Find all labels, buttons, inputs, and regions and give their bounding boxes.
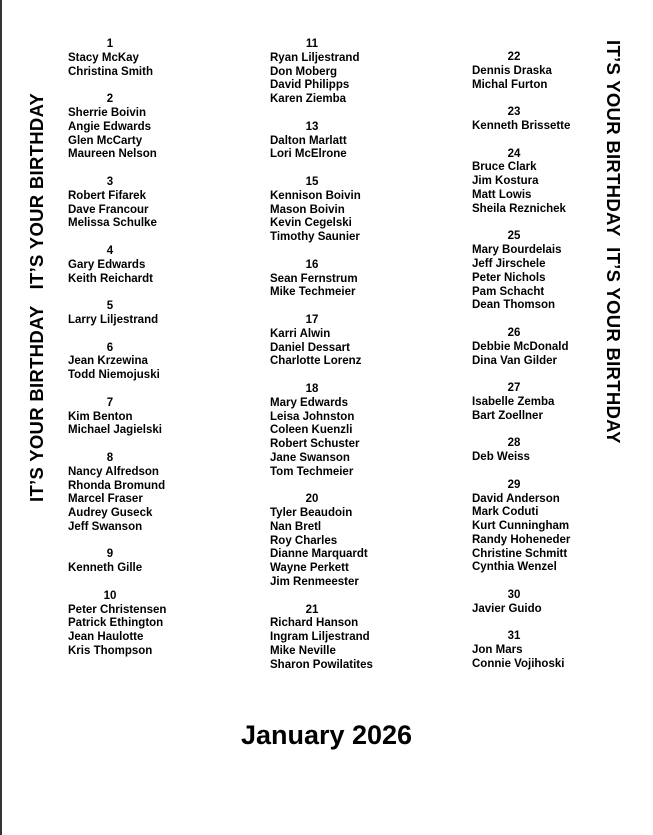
person-name: Audrey Guseck [68,507,153,520]
person-name: Stacy McKay [68,51,139,64]
birthday-group [68,38,258,79]
birthday-column-1 [68,38,258,673]
day-number: 26 [507,326,521,339]
person-name: Jean Krzewina [68,355,148,368]
person-name: Larry Liljestrand [68,313,159,326]
person-name: Sheila Reznichek [472,202,566,215]
person-name: Nan Bretl [270,520,322,533]
person-name: Kris Thompson [68,645,153,658]
birthday-banner-left: IT’S YOUR BIRTHDAY IT’S YOUR BIRTHDAY [26,92,47,502]
person-name: Coleen Kuenzli [270,424,353,437]
day-number: 31 [507,630,521,643]
birthday-group [68,93,258,162]
day-number: 10 [103,589,117,602]
birthday-group [68,342,258,383]
person-name: Jim Renmeester [270,576,359,589]
person-name: Mark Coduti [472,506,539,519]
person-name: Dave Francour [68,203,149,216]
day-number: 11 [305,38,319,50]
person-name: Michael Jagielski [68,424,162,437]
day-number: 9 [106,548,114,561]
person-name: Kennison Boivin [270,189,361,202]
person-name: Christine Schmitt [472,547,568,560]
person-name: Ingram Liljestrand [270,631,370,644]
person-name: Bart Zoellner [472,409,543,422]
day-number: 30 [507,589,521,602]
birthday-group [472,630,653,671]
birthday-banner-right: IT’S YOUR BIRTHDAY IT’S YOUR BIRTHDAY [603,40,624,444]
birthday-group [68,245,258,286]
person-name: Kurt Cunningham [472,520,570,533]
day-number: 8 [106,451,114,464]
birthday-group [270,259,460,300]
person-name: Robert Schuster [270,438,360,451]
person-name: Robert Fifarek [68,189,146,202]
day-number: 13 [305,120,319,133]
day-number: 29 [507,478,521,491]
person-name: Christina Smith [68,65,153,78]
person-name: Daniel Dessart [270,341,350,354]
person-name: Mike Neville [270,645,336,658]
person-name: Dennis Draska [472,64,552,77]
person-name: Tom Techmeier [270,465,354,478]
birthday-column-2 [270,38,460,686]
person-name: Timothy Saunier [270,231,360,244]
page-border [0,0,2,835]
person-name: Kenneth Brissette [472,119,571,132]
day-number: 7 [106,396,114,409]
person-name: Dalton Marlatt [270,134,347,147]
birthday-group [68,397,258,438]
day-number: 16 [305,258,319,271]
day-number: 2 [106,93,114,106]
person-name: Jim Kostura [472,175,539,188]
person-name: Roy Charles [270,534,338,547]
birthday-group [270,314,460,369]
day-number: 4 [106,244,114,257]
person-name: Mary Bourdelais [472,244,562,257]
birthday-group [270,176,460,245]
person-name: Karri Alwin [270,327,331,340]
person-name: Michal Furton [472,78,548,91]
person-name: Marcel Fraser [68,493,143,506]
person-name: Lori McElrone [270,148,347,161]
person-name: Dean Thomson [472,299,556,312]
birthday-group [68,590,258,659]
day-number: 18 [305,382,319,395]
person-name: Todd Niemojuski [68,369,160,382]
page-title: January 2026 [240,720,413,750]
birthday-group [472,589,653,617]
day-number: 20 [305,493,319,506]
person-name: Mary Edwards [270,396,348,409]
birthday-group [472,51,653,92]
person-name: Patrick Ethington [68,617,164,630]
person-name: Sharon Powilatites [270,658,373,671]
person-name: Kenneth Gille [68,562,143,575]
day-number: 1 [106,38,114,50]
birthday-group [270,604,460,673]
person-name: Jeff Swanson [68,520,143,533]
birthday-group [68,548,258,576]
person-name: Bruce Clark [472,161,537,174]
birthday-group [270,493,460,590]
person-name: Wayne Perkett [270,562,349,575]
day-number: 23 [507,106,521,119]
birthday-group [472,327,653,368]
birthday-group [270,121,460,162]
birthday-group [472,382,653,423]
person-name: Cynthia Wenzel [472,561,557,574]
birthday-group [472,230,653,313]
day-number: 28 [507,437,521,450]
birthday-group [472,437,653,465]
person-name: Angie Edwards [68,120,152,133]
person-name: Leisa Johnston [270,410,355,423]
person-name: Dina Van Gilder [472,354,557,367]
day-number: 6 [106,341,114,354]
person-name: Peter Nichols [472,271,546,284]
birthday-column-3 [472,51,653,686]
person-name: Keith Reichardt [68,272,153,285]
person-name: Connie Vojihoski [472,658,565,671]
person-name: Pam Schacht [472,285,545,298]
birthday-group [270,38,460,107]
person-name: Javier Guido [472,602,542,615]
person-name: Matt Lowis [472,188,532,201]
person-name: Mason Boivin [270,203,345,216]
day-number: 15 [305,175,319,188]
person-name: Melissa Schulke [68,217,157,230]
day-number: 5 [106,300,114,313]
birthday-group [68,176,258,231]
person-name: Randy Hoheneder [472,533,571,546]
person-name: Ryan Liljestrand [270,51,360,64]
person-name: David Philipps [270,79,350,92]
day-number: 3 [106,175,114,188]
person-name: David Anderson [472,492,560,505]
person-name: Richard Hanson [270,617,359,630]
person-name: Gary Edwards [68,258,146,271]
person-name: Deb Weiss [472,451,530,464]
birthday-group [472,148,653,217]
person-name: Jane Swanson [270,451,350,464]
person-name: Jean Haulotte [68,631,144,644]
person-name: Sean Fernstrum [270,272,358,285]
person-name: Debbie McDonald [472,340,569,353]
day-number: 24 [507,147,521,160]
person-name: Dianne Marquardt [270,548,368,561]
person-name: Isabelle Zemba [472,395,555,408]
birthday-group [270,383,460,480]
day-number: 17 [305,313,319,326]
person-name: Jon Mars [472,644,523,657]
birthday-group [68,300,258,328]
person-name: Kevin Cegelski [270,217,352,230]
person-name: Nancy Alfredson [68,465,159,478]
person-name: Kim Benton [68,410,133,423]
person-name: Maureen Nelson [68,148,157,161]
person-name: Peter Christensen [68,603,167,616]
birthday-group [472,479,653,576]
person-name: Mike Techmeier [270,286,356,299]
person-name: Glen McCarty [68,134,143,147]
person-name: Charlotte Lorenz [270,355,362,368]
day-number: 22 [507,51,521,63]
person-name: Karen Ziemba [270,93,347,106]
person-name: Sherrie Boivin [68,106,146,119]
day-number: 21 [305,603,319,616]
person-name: Tyler Beaudoin [270,507,353,520]
person-name: Don Moberg [270,65,338,78]
person-name: Rhonda Bromund [68,479,166,492]
day-number: 27 [507,382,521,395]
day-number: 25 [507,230,521,243]
person-name: Jeff Jirschele [472,257,546,270]
birthday-group [472,106,653,134]
birthday-group [68,452,258,535]
